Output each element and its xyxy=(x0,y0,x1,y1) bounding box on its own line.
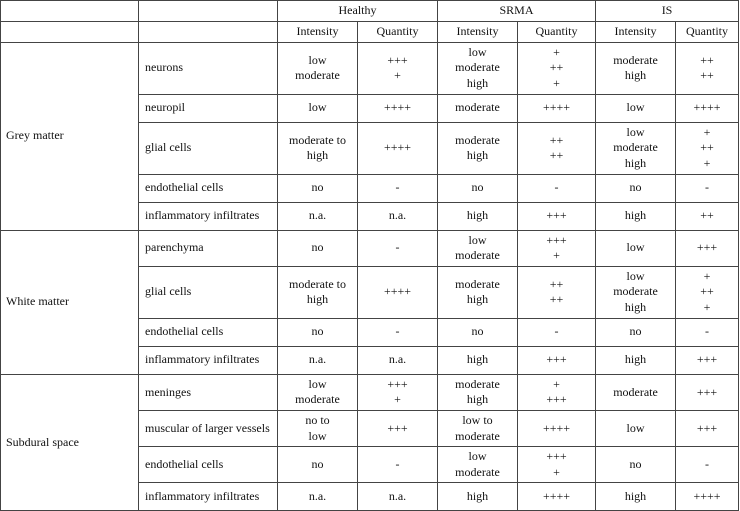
cell-srma-intensity xyxy=(438,266,518,318)
cell-srma-intensity xyxy=(438,374,518,410)
cell-value: ++ xyxy=(549,148,564,163)
cell-value: low xyxy=(468,232,487,247)
cell-value: moderate xyxy=(613,284,658,299)
cell-value: high xyxy=(466,392,489,407)
cell-srma-quantity xyxy=(518,202,596,230)
cell-value: +++ xyxy=(546,449,567,464)
table-header xyxy=(1,1,739,43)
cell-value: ++++ xyxy=(542,489,571,504)
cell-value: high xyxy=(466,75,489,90)
cell-value: ++ xyxy=(549,276,564,291)
row-label: glial cells xyxy=(139,122,278,174)
cell-value: + xyxy=(394,392,401,407)
cell-value: high xyxy=(466,352,489,367)
section-label: Subdural space xyxy=(1,374,139,511)
cell-value: low xyxy=(468,449,487,464)
cell-value: ++++ xyxy=(693,489,721,504)
cell-is-intensity xyxy=(596,122,676,174)
cell-value: n.a. xyxy=(388,489,407,504)
cell-value: +++ xyxy=(546,208,567,223)
cell-value: + xyxy=(553,248,560,263)
cell-value: +++ xyxy=(696,420,718,435)
row-label: endothelial cells xyxy=(139,447,278,483)
cell-value: high xyxy=(306,292,329,307)
cell-value: low xyxy=(308,100,327,115)
cell-value: +++ xyxy=(696,352,718,367)
cell-value: moderate to xyxy=(289,276,346,291)
cell-value: ++++ xyxy=(383,100,412,115)
cell-value: - xyxy=(705,180,710,195)
header-corner xyxy=(1,1,139,22)
cell-value: moderate xyxy=(613,384,658,399)
row-label: endothelial cells xyxy=(139,174,278,202)
cell-srma-intensity xyxy=(438,447,518,483)
cell-value: ++ xyxy=(700,68,714,83)
cell-healthy-quantity xyxy=(358,42,438,94)
cell-srma-quantity xyxy=(518,447,596,483)
row-label: muscular of larger vessels xyxy=(139,410,278,446)
cell-srma-intensity xyxy=(438,202,518,230)
header-row-sub xyxy=(1,21,739,42)
cell-value: + xyxy=(703,155,711,170)
cell-value: moderate xyxy=(455,132,500,147)
cell-srma-quantity xyxy=(518,230,596,266)
cell-value: ++ xyxy=(549,132,564,147)
cell-value: moderate xyxy=(295,392,340,407)
cell-healthy-quantity xyxy=(358,174,438,202)
cell-value: high xyxy=(624,208,647,223)
cell-is-quantity xyxy=(676,410,739,446)
cell-is-quantity xyxy=(676,94,739,122)
header-sub-intensity: Intensity xyxy=(596,21,676,42)
cell-value: +++ xyxy=(696,384,718,399)
cell-value: high xyxy=(306,148,329,163)
cell-value: + xyxy=(703,300,711,315)
cell-value: + xyxy=(553,376,560,391)
cell-srma-intensity xyxy=(438,346,518,374)
cell-value: high xyxy=(466,208,489,223)
cell-value: + xyxy=(394,68,401,83)
header-sub-intensity: Intensity xyxy=(278,21,358,42)
cell-value: - xyxy=(395,180,400,195)
cell-value: no xyxy=(471,180,484,195)
cell-value: +++ xyxy=(546,392,567,407)
cell-is-quantity xyxy=(676,266,739,318)
cell-value: +++ xyxy=(387,52,408,67)
cell-value: moderate xyxy=(613,140,658,155)
cell-srma-intensity xyxy=(438,318,518,346)
header-empty-2 xyxy=(139,21,278,42)
cell-value: low xyxy=(626,240,645,255)
cell-is-intensity xyxy=(596,374,676,410)
cell-value: ++++ xyxy=(693,100,721,115)
cell-value: ++++ xyxy=(542,100,571,115)
cell-healthy-intensity xyxy=(278,94,358,122)
cell-value: moderate xyxy=(455,276,500,291)
header-row-groups xyxy=(1,1,739,22)
cell-value: + xyxy=(553,464,560,479)
cell-value: - xyxy=(395,240,400,255)
cell-value: no xyxy=(629,324,642,339)
cell-healthy-intensity xyxy=(278,202,358,230)
cell-is-intensity xyxy=(596,202,676,230)
cell-value: high xyxy=(624,68,647,83)
cell-srma-intensity xyxy=(438,230,518,266)
cell-value: high xyxy=(466,489,489,504)
header-sub-quantity: Quantity xyxy=(676,21,739,42)
cell-value: n.a. xyxy=(388,208,407,223)
cell-is-intensity xyxy=(596,410,676,446)
cell-healthy-quantity xyxy=(358,447,438,483)
header-sub-intensity: Intensity xyxy=(438,21,518,42)
cell-value: - xyxy=(395,456,400,471)
cell-value: low xyxy=(308,52,327,67)
cell-srma-quantity xyxy=(518,174,596,202)
cell-value: moderate xyxy=(613,52,658,67)
cell-is-quantity xyxy=(676,230,739,266)
cell-value: ++++ xyxy=(383,284,412,299)
cell-value: ++ xyxy=(549,60,564,75)
cell-value: n.a. xyxy=(308,352,327,367)
header-sub-quantity: Quantity xyxy=(518,21,596,42)
table-row xyxy=(1,374,739,410)
cell-value: low xyxy=(626,100,645,115)
cell-value: - xyxy=(554,324,559,339)
cell-is-quantity xyxy=(676,447,739,483)
row-label: neuropil xyxy=(139,94,278,122)
cell-healthy-intensity xyxy=(278,346,358,374)
cell-value: high xyxy=(624,352,647,367)
cell-is-quantity xyxy=(676,318,739,346)
section-label: White matter xyxy=(1,230,139,374)
cell-srma-intensity xyxy=(438,122,518,174)
cell-value: +++ xyxy=(387,376,408,391)
cell-healthy-intensity xyxy=(278,318,358,346)
cell-value: n.a. xyxy=(308,489,327,504)
cell-value: ++ xyxy=(549,292,564,307)
cell-value: high xyxy=(624,155,647,170)
cell-value: + xyxy=(553,44,560,59)
cell-value: moderate xyxy=(455,248,500,263)
cell-healthy-quantity xyxy=(358,410,438,446)
cell-value: n.a. xyxy=(388,352,407,367)
cell-srma-quantity xyxy=(518,266,596,318)
cell-value: + xyxy=(553,75,560,90)
cell-value: n.a. xyxy=(308,208,327,223)
cell-is-quantity xyxy=(676,122,739,174)
section-label: Grey matter xyxy=(1,42,139,230)
cell-healthy-intensity xyxy=(278,122,358,174)
cell-healthy-quantity xyxy=(358,202,438,230)
cell-healthy-intensity xyxy=(278,42,358,94)
cell-srma-intensity xyxy=(438,42,518,94)
table-body xyxy=(1,42,739,511)
cell-is-intensity xyxy=(596,266,676,318)
cell-value: - xyxy=(705,324,710,339)
cell-healthy-intensity xyxy=(278,230,358,266)
cell-is-intensity xyxy=(596,346,676,374)
table-row xyxy=(1,42,739,94)
cell-is-intensity xyxy=(596,318,676,346)
cell-value: moderate xyxy=(295,68,340,83)
cell-srma-intensity xyxy=(438,410,518,446)
cell-value: low xyxy=(626,124,645,139)
cell-healthy-intensity xyxy=(278,174,358,202)
header-empty xyxy=(139,1,278,22)
cell-value: +++ xyxy=(387,420,408,435)
cell-srma-quantity xyxy=(518,42,596,94)
cell-srma-intensity xyxy=(438,94,518,122)
cell-value: no xyxy=(629,180,642,195)
cell-value: no xyxy=(471,324,484,339)
table-row xyxy=(1,230,739,266)
header-group-healthy: Healthy xyxy=(278,1,438,22)
header-group-is: IS xyxy=(596,1,739,22)
cell-value: moderate xyxy=(455,464,500,479)
cell-healthy-quantity xyxy=(358,318,438,346)
cell-value: no xyxy=(311,240,324,255)
cell-srma-quantity xyxy=(518,318,596,346)
cell-healthy-quantity xyxy=(358,346,438,374)
cell-value: + xyxy=(703,124,711,139)
cell-value: no xyxy=(311,324,324,339)
cell-value: high xyxy=(624,300,647,315)
cell-healthy-intensity xyxy=(278,410,358,446)
cell-healthy-intensity xyxy=(278,266,358,318)
row-label: neurons xyxy=(139,42,278,94)
header-group-srma: SRMA xyxy=(438,1,596,22)
cell-healthy-quantity xyxy=(358,266,438,318)
cell-healthy-quantity xyxy=(358,374,438,410)
cell-is-intensity xyxy=(596,94,676,122)
cell-value: moderate xyxy=(455,376,500,391)
row-label: meninges xyxy=(139,374,278,410)
cell-is-intensity xyxy=(596,42,676,94)
cell-value: no xyxy=(311,456,324,471)
cell-value: moderate xyxy=(455,100,500,115)
cell-value: high xyxy=(466,148,489,163)
cell-value: low xyxy=(308,428,327,443)
cell-healthy-intensity xyxy=(278,374,358,410)
row-label: inflammatory infiltrates xyxy=(139,483,278,511)
cell-srma-quantity xyxy=(518,410,596,446)
cell-is-quantity xyxy=(676,202,739,230)
cell-srma-quantity xyxy=(518,346,596,374)
cell-value: moderate to xyxy=(289,132,346,147)
cell-value: ++++ xyxy=(383,140,412,155)
cell-is-quantity xyxy=(676,42,739,94)
cell-value: no xyxy=(311,180,324,195)
cell-value: +++ xyxy=(546,352,567,367)
cell-value: high xyxy=(624,489,647,504)
row-label: inflammatory infiltrates xyxy=(139,346,278,374)
cell-srma-intensity xyxy=(438,174,518,202)
cell-value: - xyxy=(705,456,710,471)
cell-value: ++ xyxy=(700,140,714,155)
cell-value: - xyxy=(554,180,559,195)
cell-value: moderate xyxy=(455,60,500,75)
cell-value: ++ xyxy=(700,284,714,299)
cell-value: ++ xyxy=(700,208,714,223)
cell-value: high xyxy=(466,292,489,307)
cell-healthy-intensity xyxy=(278,447,358,483)
cell-value: low xyxy=(626,268,645,283)
row-label: glial cells xyxy=(139,266,278,318)
cell-srma-quantity xyxy=(518,94,596,122)
cell-value: low xyxy=(468,44,487,59)
cell-value: moderate xyxy=(455,428,500,443)
header-corner-2 xyxy=(1,21,139,42)
cell-is-intensity xyxy=(596,174,676,202)
row-label: parenchyma xyxy=(139,230,278,266)
cell-value: +++ xyxy=(696,240,718,255)
cell-healthy-quantity xyxy=(358,122,438,174)
cell-value: + xyxy=(703,268,711,283)
cell-is-intensity xyxy=(596,230,676,266)
row-label: endothelial cells xyxy=(139,318,278,346)
cell-value: +++ xyxy=(546,232,567,247)
cell-is-quantity xyxy=(676,346,739,374)
cell-value: low xyxy=(308,376,327,391)
cell-value: - xyxy=(395,324,400,339)
header-sub-quantity: Quantity xyxy=(358,21,438,42)
cell-healthy-quantity xyxy=(358,230,438,266)
cell-value: ++ xyxy=(700,52,714,67)
cell-value: low xyxy=(626,420,645,435)
cell-value: no xyxy=(629,456,642,471)
row-label: inflammatory infiltrates xyxy=(139,202,278,230)
cell-is-quantity xyxy=(676,174,739,202)
cell-value: no to xyxy=(305,412,330,427)
cell-srma-quantity xyxy=(518,122,596,174)
cell-healthy-quantity xyxy=(358,94,438,122)
cell-srma-quantity xyxy=(518,374,596,410)
cell-is-quantity xyxy=(676,374,739,410)
cell-value: ++++ xyxy=(542,420,571,435)
cell-is-intensity xyxy=(596,447,676,483)
cell-value: low to xyxy=(462,412,493,427)
